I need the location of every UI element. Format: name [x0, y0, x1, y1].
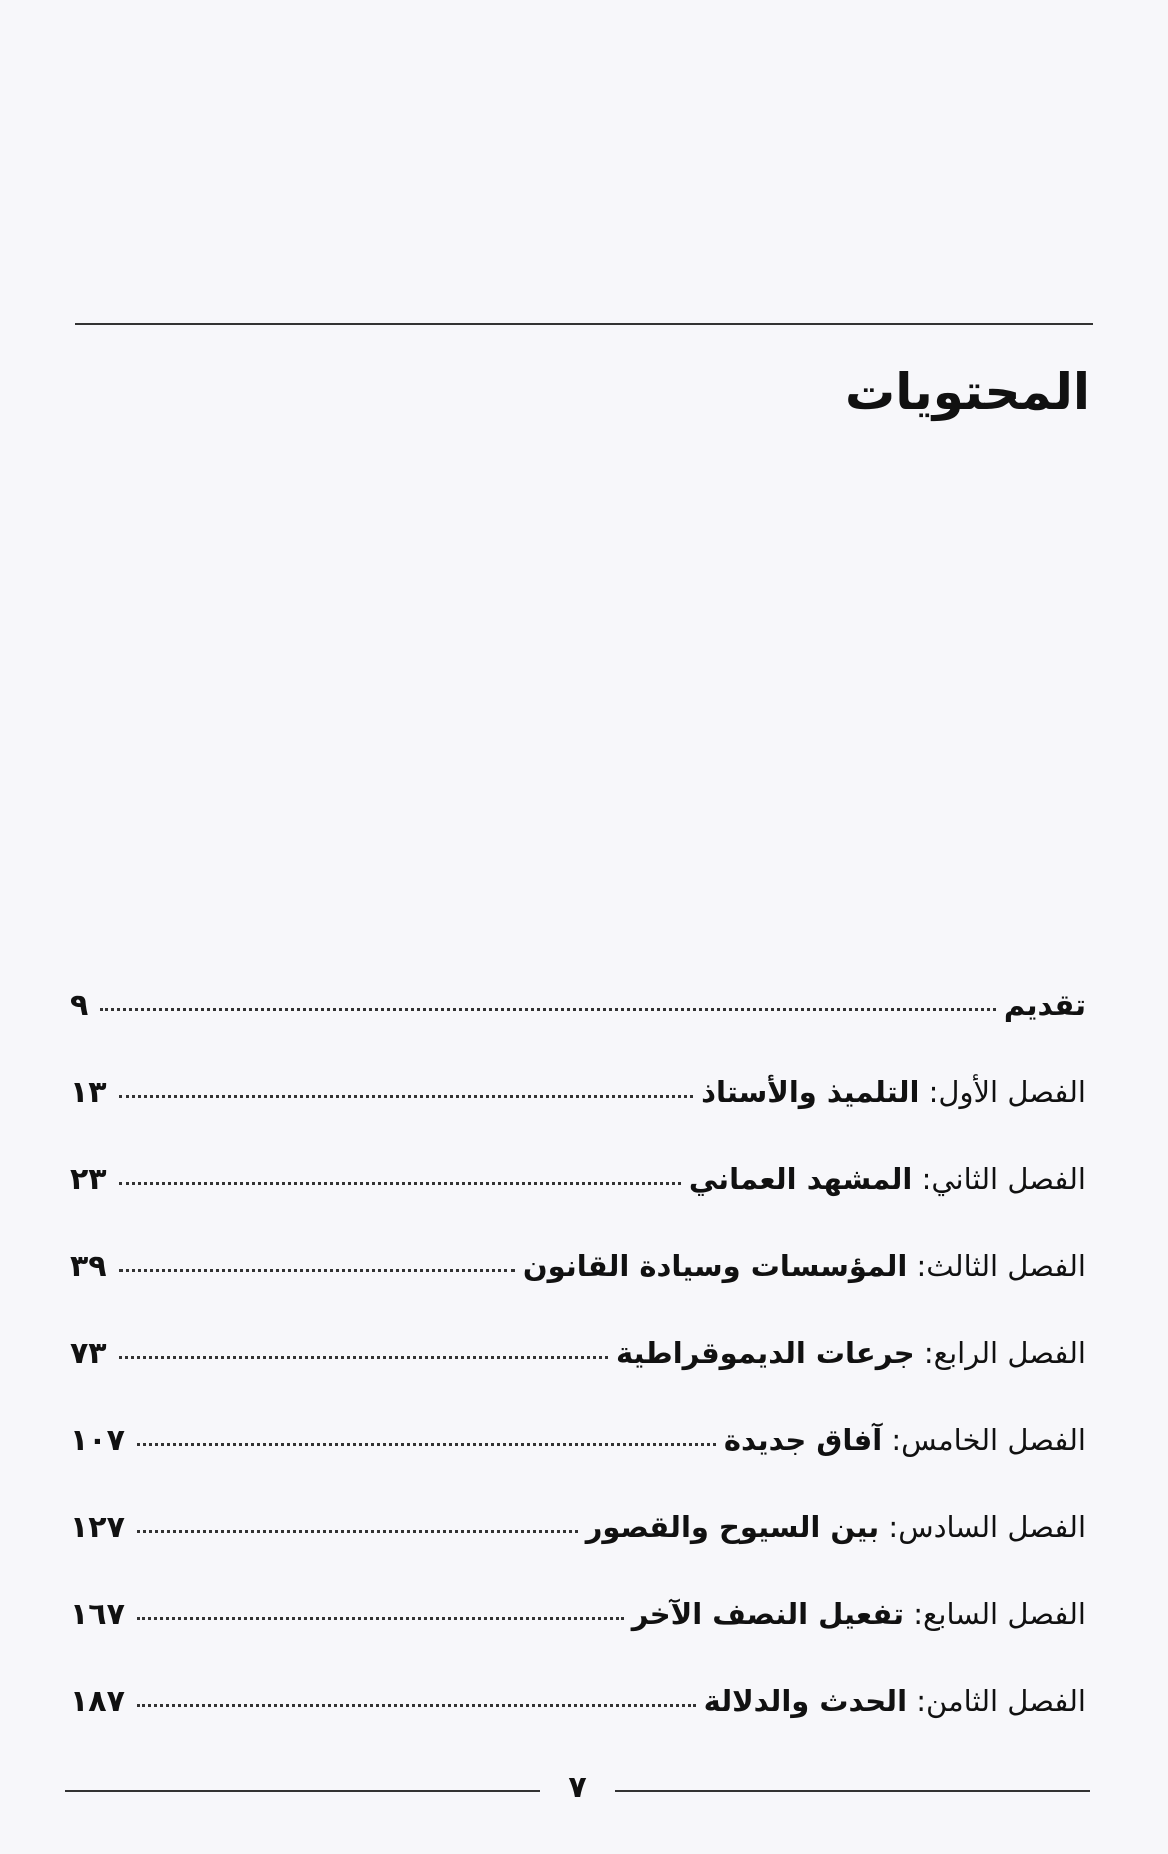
page-number: ٣٩ — [70, 1249, 107, 1284]
dot-leader — [119, 1095, 693, 1098]
page-number: ١٣ — [70, 1075, 107, 1110]
toc-entry-intro[interactable] — [70, 988, 1086, 1075]
footer-rule-right — [615, 1790, 1090, 1792]
chapter-label: الفصل الخامس: — [882, 1423, 1086, 1457]
chapter-title: بين السيوح والقصور — [585, 1510, 880, 1544]
page-number: ٩ — [70, 988, 89, 1023]
chapter-label: الفصل الثامن: — [907, 1684, 1086, 1718]
toc-entry-chapter-3[interactable] — [70, 1249, 1086, 1336]
toc-entry-text — [689, 1162, 1086, 1196]
toc-entry-text — [523, 1249, 1086, 1283]
toc-entry-chapter-6[interactable] — [70, 1510, 1086, 1597]
chapter-title: التلميذ والأستاذ — [701, 1075, 920, 1109]
page-number: ١٦٧ — [70, 1597, 125, 1632]
dot-leader — [137, 1617, 624, 1620]
dot-leader — [119, 1356, 608, 1359]
chapter-title: المشهد العماني — [688, 1162, 913, 1196]
chapter-title: آفاق جديدة — [723, 1423, 883, 1457]
dot-leader — [137, 1530, 578, 1533]
toc-entry-text — [616, 1336, 1086, 1370]
dot-leader — [100, 1008, 996, 1011]
chapter-label: الفصل السابع: — [904, 1597, 1086, 1631]
dot-leader — [119, 1269, 515, 1272]
folio-number: ٧ — [568, 1770, 587, 1805]
chapter-title: تفعيل النصف الآخر — [631, 1597, 904, 1631]
toc-entry-text — [704, 1684, 1086, 1718]
chapter-title: جرعات الديموقراطية — [615, 1336, 915, 1370]
dot-leader — [119, 1182, 681, 1185]
chapter-title: تقديم — [1003, 988, 1086, 1022]
toc-entry-text — [632, 1597, 1086, 1631]
toc-entry-chapter-8[interactable] — [70, 1684, 1086, 1771]
chapter-title: المؤسسات وسيادة القانون — [522, 1249, 908, 1283]
chapter-label: الفصل الرابع: — [914, 1336, 1086, 1370]
toc-entry-text — [586, 1510, 1086, 1544]
page-number: ١٢٧ — [70, 1510, 125, 1545]
toc-entry-text — [1004, 988, 1086, 1022]
page-footer — [65, 1770, 1090, 1810]
chapter-label: الفصل الثالث: — [907, 1249, 1086, 1283]
page-number: ١٠٧ — [70, 1423, 125, 1458]
toc-entry-chapter-4[interactable] — [70, 1336, 1086, 1423]
dot-leader — [137, 1704, 696, 1707]
page-number: ١٨٧ — [70, 1684, 125, 1719]
page-number: ٢٣ — [70, 1162, 107, 1197]
toc-entry-chapter-5[interactable] — [70, 1423, 1086, 1510]
page-title: المحتويات — [844, 363, 1090, 421]
toc-entry-chapter-2[interactable] — [70, 1162, 1086, 1249]
toc-entry-chapter-7[interactable] — [70, 1597, 1086, 1684]
toc-entry-text — [724, 1423, 1086, 1457]
header-rule — [75, 323, 1093, 325]
toc-entry-text — [701, 1075, 1086, 1109]
page-number: ٧٣ — [70, 1336, 107, 1371]
table-of-contents — [70, 988, 1086, 1771]
chapter-title: الحدث والدلالة — [703, 1684, 908, 1718]
dot-leader — [137, 1443, 716, 1446]
chapter-label: الفصل الثاني: — [912, 1162, 1086, 1196]
toc-entry-chapter-1[interactable] — [70, 1075, 1086, 1162]
chapter-label: الفصل الأول: — [919, 1075, 1086, 1109]
chapter-label: الفصل السادس: — [879, 1510, 1086, 1544]
